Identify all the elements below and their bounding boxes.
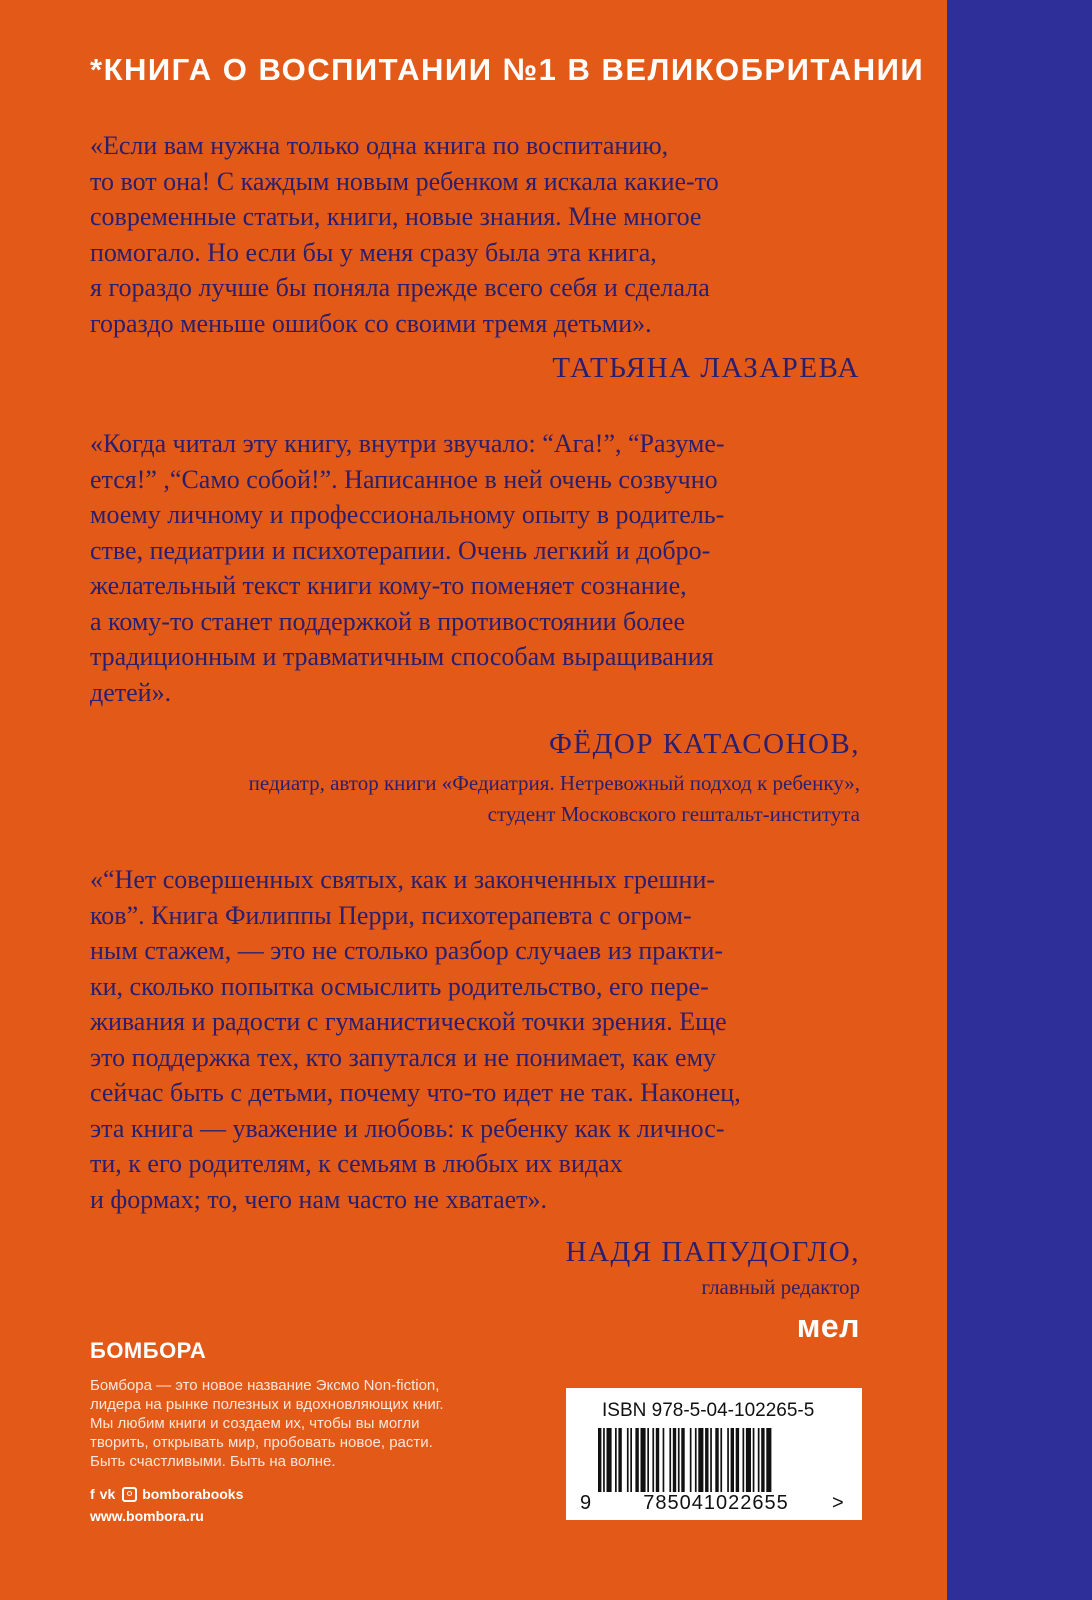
about-line: Быть счастливыми. Быть на волне. — [90, 1453, 336, 1470]
quote-line: современные статьи, книги, новые знания. Мне многое — [90, 202, 702, 231]
barcode-bar — [607, 1428, 612, 1492]
role-line: студент Московского гештальт-института — [487, 802, 860, 826]
review-quote-katasonov — [90, 426, 860, 710]
barcode-bar — [746, 1428, 751, 1492]
barcode-bar — [615, 1428, 617, 1492]
barcode-bar — [663, 1428, 665, 1492]
barcode-bar — [736, 1428, 739, 1492]
quote-line: ки, сколько попытка осмыслить родительство, его пере- — [90, 971, 709, 1001]
barcode-bar — [705, 1428, 708, 1492]
barcode-bar — [727, 1428, 729, 1492]
social-handle[interactable]: bomborabooks — [142, 1486, 244, 1502]
quote-line: ется!” ,“Само собой!”. Написанное в ней очень созвучно — [90, 464, 718, 494]
book-spine-band — [947, 0, 1092, 1600]
quote-line: ти, к его родителям, к семьям в любых их видах — [90, 1149, 623, 1178]
instagram-icon[interactable] — [122, 1487, 137, 1502]
barcode-bar — [766, 1428, 771, 1492]
barcode-bar — [698, 1428, 703, 1492]
barcode-bar — [681, 1428, 684, 1492]
mel-outlet-logo: мел — [796, 1308, 860, 1344]
isbn-label: ISBN 978-5-04-102265-5 — [602, 1400, 815, 1421]
quote-author-katasonov: ФЁДОР КАТАСОНОВ, — [549, 728, 860, 760]
about-line: творить, открывать мир, пробовать новое, расти. — [90, 1434, 433, 1451]
about-line: Мы любим книги и создаем их, чтобы вы могли — [90, 1415, 420, 1432]
barcode-bar — [641, 1428, 646, 1492]
barcode-bar — [678, 1428, 680, 1492]
barcode-bar — [690, 1428, 692, 1492]
quote-line: «Когда читал эту книгу, внутри звучало: “Ага!”, “Разуме- — [90, 429, 725, 458]
about-line: лидера на рынке полезных и вдохновляющих книг. — [90, 1396, 444, 1413]
quote-line: и формах; то, чего нам часто не хватает». — [90, 1184, 548, 1214]
barcode-bar — [673, 1428, 676, 1492]
isbn-first-digit: 9 — [580, 1492, 592, 1514]
quote-line: а кому-то станет поддержкой в противостоянии более — [90, 606, 685, 636]
barcode-bar — [731, 1428, 734, 1492]
facebook-icon[interactable]: f — [90, 1486, 95, 1502]
quote-line: «“Нет совершенных святых, как и законченных грешни- — [90, 865, 716, 894]
social-links — [90, 1486, 243, 1502]
barcode-bar — [715, 1428, 718, 1492]
isbn-digits: 785041022655 — [643, 1492, 789, 1514]
quote-line: то вот она! С каждым новым ребенком я искала какие-то — [90, 166, 719, 196]
quote-line: сейчас быть с детьми, почему что-то идет не так. Наконец, — [90, 1078, 741, 1107]
publisher-description — [90, 1376, 550, 1471]
barcode-bar — [656, 1428, 659, 1492]
barcode-icon — [598, 1428, 830, 1492]
quote-author-lazareva: ТАТЬЯНА ЛАЗАРЕВА — [552, 352, 860, 384]
review-quote-papudoglo — [90, 862, 860, 1217]
quote-line: «Если вам нужна только одна книга по воспитанию, — [90, 131, 669, 160]
vk-icon[interactable]: vk — [99, 1486, 116, 1502]
quote-line: гораздо меньше ошибок со своими тремя детьми». — [90, 308, 652, 338]
barcode-bar — [761, 1428, 764, 1492]
barcode-bar — [710, 1428, 712, 1492]
barcode-bar — [627, 1428, 629, 1492]
quote-line: моему личному и профессиональному опыту в родитель- — [90, 500, 725, 529]
quote-line: стве, педиатрии и психотерапии. Очень легкий и добро- — [90, 535, 711, 565]
barcode-bar — [630, 1428, 632, 1492]
bestseller-tagline: *КНИГА О ВОСПИТАНИИ №1 В ВЕЛИКОБРИТАНИИ — [90, 52, 925, 87]
barcode-bar — [647, 1428, 649, 1492]
publisher-website[interactable]: www.bombora.ru — [90, 1508, 204, 1524]
role-line: главный редактор — [701, 1275, 860, 1299]
barcode-bar — [635, 1428, 638, 1492]
barcode-bar — [695, 1428, 697, 1492]
barcode-bar — [720, 1428, 722, 1492]
barcode-bar — [618, 1428, 621, 1492]
isbn-end-mark: > — [832, 1492, 844, 1514]
barcode-bar — [753, 1428, 755, 1492]
role-line: педиатр, автор книги «Федиатрия. Нетревожный подход к ребенку», — [248, 771, 860, 795]
isbn-barcode-box — [566, 1388, 862, 1520]
barcode-bar — [652, 1428, 654, 1492]
quote-line: традиционным и травматичным способам выращивания — [90, 642, 714, 671]
quote-author-role-papudoglo — [702, 1272, 860, 1303]
review-quote-lazareva — [90, 128, 860, 341]
quote-line: желательный текст книги кому-то поменяет сознание, — [90, 571, 687, 600]
quote-line: живания и радости с гуманистической точки зрения. Еще — [90, 1007, 727, 1036]
quote-line: ным стажем, — это не столько разбор случаев из практи- — [90, 936, 724, 965]
quote-line: помогало. Но если бы у меня сразу была эта книга, — [90, 237, 657, 267]
quote-line: я гораздо лучше бы поняла прежде всего себя и сделала — [90, 273, 710, 302]
barcode-bar — [598, 1428, 601, 1492]
barcode-bar — [669, 1428, 671, 1492]
quote-line: детей». — [90, 677, 172, 707]
publisher-logo: БОМБОРА — [90, 1338, 207, 1363]
about-line: Бомбора — это новое название Эксмо Non-fiction, — [90, 1377, 440, 1394]
quote-line: эта книга — уважение и любовь: к ребенку как к личнос- — [90, 1113, 725, 1143]
barcode-bar — [743, 1428, 745, 1492]
quote-line: ков”. Книга Филиппы Перри, психотерапевта с огром- — [90, 900, 692, 930]
quote-line: это поддержка тех, кто запутался и не понимает, как ему — [90, 1042, 717, 1072]
quote-author-role-katasonov — [249, 768, 860, 830]
quote-author-papudoglo: НАДЯ ПАПУДОГЛО, — [565, 1236, 860, 1268]
barcode-bar — [603, 1428, 605, 1492]
barcode-bar — [758, 1428, 760, 1492]
